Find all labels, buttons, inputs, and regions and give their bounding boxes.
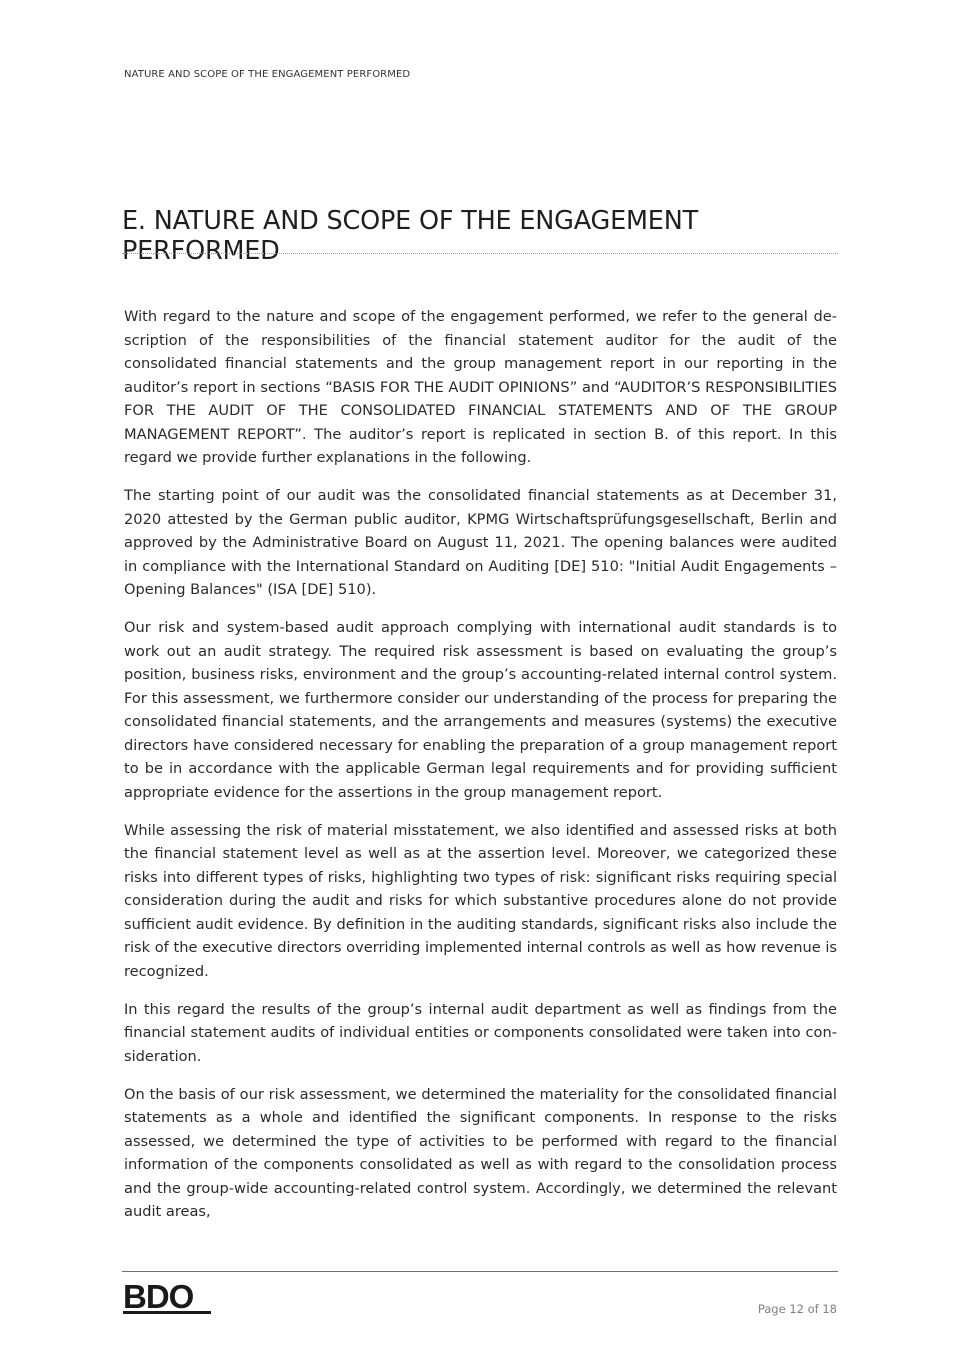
- paragraph-audit-approach: Our risk and system-based audit approach complying with international audit standards is to work out an audit strategy. The required risk assessment is based on evaluating the group’s position, business risks, environment and the group’s accounting-related internal control system. For this assessment, we furthermore consider our understanding of the process for preparing the consolidated financial statements, and the arrangements and measures (systems) the executive directors have considered necessary for enabling the preparation of a group management report to be in accordance with the applicable German legal requirements and for providing sufficient appropriate evidence for the assertions in the group management report.: [124, 619, 837, 801]
- paragraph-materiality: On the basis of our risk assessment, we determined the materiality for the consolidated financial statements as a whole and identified the significant components. In response to the risks assessed, we determined the type of activities to be performed with regard to the financial information of the components consolidated as well as with regard to the consolidation process and the group-wide accounting-related control system. Accordingly, we determined the relevant audit areas,: [124, 1085, 837, 1220]
- section-title: E. NATURE AND SCOPE OF THE ENGAGEMENT PERFORMED: [122, 206, 698, 266]
- body-text: [124, 305, 837, 1238]
- bdo-logo-text: BDO: [123, 1278, 194, 1315]
- footer-divider: [122, 1271, 838, 1272]
- paragraph-internal-audit: In this regard the results of the group’s internal audit department as well as findings from the financial statement audits of individual entities or components consolidated were taken into consideration.: [124, 1000, 837, 1065]
- paragraph-starting-point: The starting point of our audit was the consolidated financial statements as at December 31, 2020 attested by the German public auditor, KPMG Wirtschaftsprüfungsgesellschaft, Berlin and approved by the Administrative Board on August 11, 2021. The opening balances were audited in compliance with the International Standard on Auditing [DE] 510: "Initial Audit Engagements – Opening Balances" (ISA [DE] 510).: [124, 487, 837, 598]
- page-number: Page 12 of 18: [757, 1302, 837, 1316]
- paragraph-scope-reference: With regard to the nature and scope of the engagement performed, we refer to the general description of the responsibilities of the financial statement auditor for the audit of the consolidated financial statements and the group management report in our reporting in the auditor’s report in sections “BASIS FOR THE AUDIT OPINIONS” and “AUDITOR’S RESPONSIBILITIES FOR THE AUDIT OF THE CONSOLIDATED FINANCIAL STATEMENTS AND OF THE GROUP MANAGEMENT REPORT”. The auditor’s report is replicated in section B. of this report. In this regard we provide further explanations in the following.: [124, 308, 837, 466]
- bdo-logo: [123, 1278, 213, 1316]
- paragraph-risk-assessment: While assessing the risk of material misstatement, we also identified and assessed risks at both the financial statement level as well as at the assertion level. Moreover, we categorized these risks into different types of risks, highlighting two types of risk: significant risks requiring special consideration during the audit and risks for which substantive procedures alone do not provide sufficient audit evidence. By definition in the auditing standards, significant risks also include the risk of the executive directors overriding implemented internal controls as well as how revenue is recognized.: [124, 821, 837, 980]
- running-header: NATURE AND SCOPE OF THE ENGAGEMENT PERFORMED: [124, 69, 411, 80]
- title-divider: [122, 253, 838, 254]
